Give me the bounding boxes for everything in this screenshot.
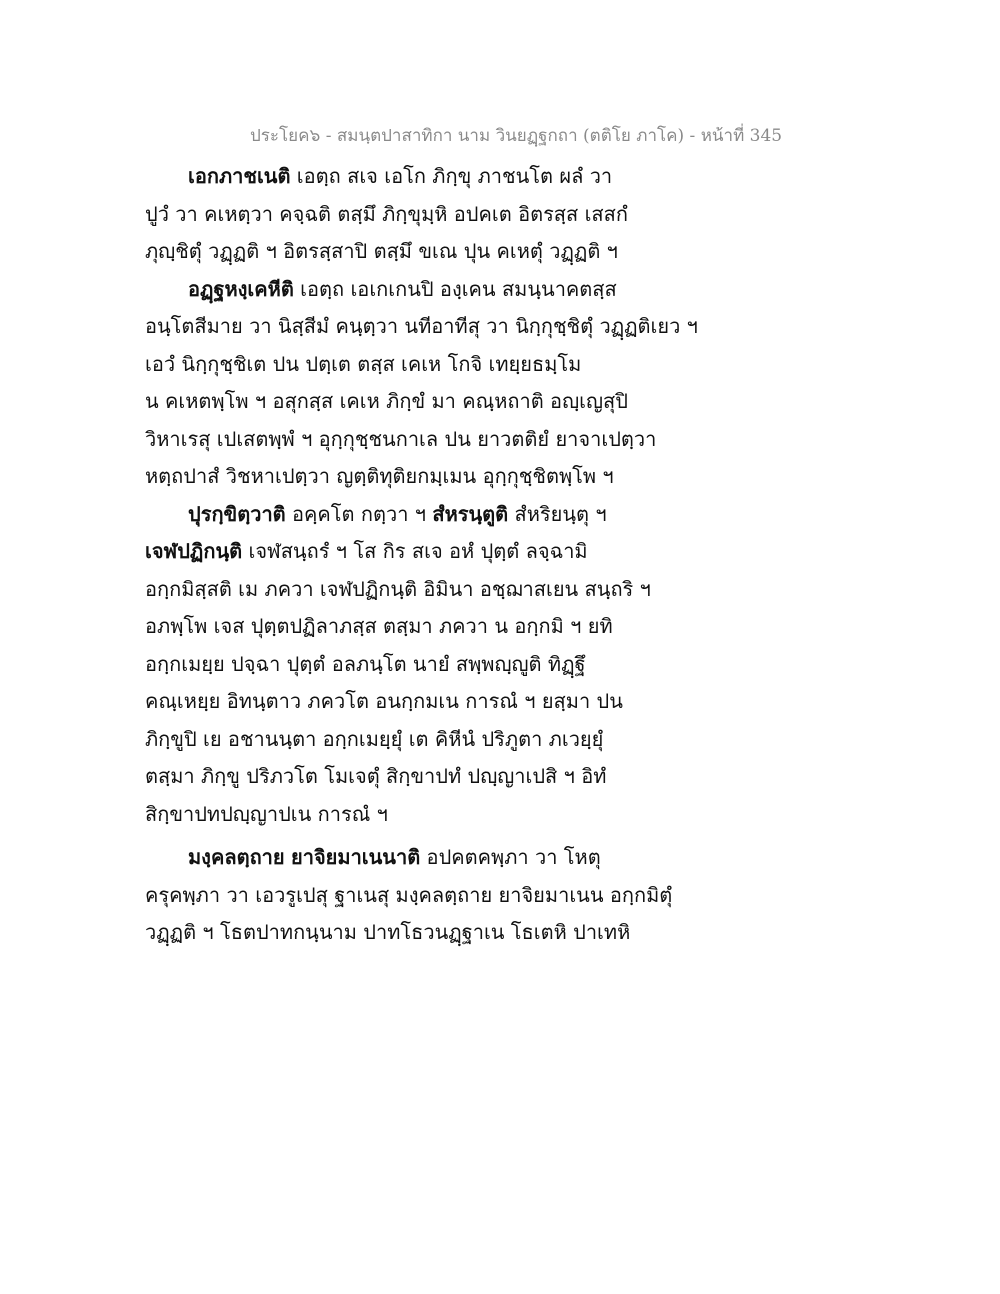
text-line [145, 308, 698, 346]
headword: เจฬปฏิกนฺติ [145, 539, 243, 563]
text-segment: อภพฺโพ เจส ปุตฺตปฏิลาภสฺส ตสฺมา ภควา น อกฺกมิ ฯ ยทิ [145, 614, 613, 638]
headword: อฏฺฐหงฺเคหีติ [188, 276, 294, 301]
text-segment: ครุคพฺภา วา เอวรูเปสุ ฐาเนสุ มงฺคลตฺถาย ยาจิยมาเนน อกฺกมิตุํ [145, 882, 673, 907]
headword: สํหรนฺตูติ [432, 501, 509, 526]
text-segment: เอตฺถ สเจ เอโก ภิกฺขุ ภาชนโต ผลํ วา [290, 164, 613, 188]
text-line [145, 346, 665, 384]
text-line [145, 271, 665, 309]
text-line [145, 571, 665, 609]
text-segment: อคฺคโต กตฺวา ฯ [285, 501, 433, 526]
text-segment: ตสฺมา ภิกฺขู ปริภวโต โมเจตุํ สิกฺขาปทํ ปญฺญาเปสิ ฯ อิทํ [145, 764, 607, 788]
text-segment: อกฺกเมยฺย ปจฺฉา ปุตฺตํ อลภนฺโต นายํ สพฺพญฺญูติ ทิฏฺฐึ [145, 651, 586, 676]
text-segment: น คเหตพฺโพ ฯ อสุกสฺส เคเห ภิกฺขํ มา คณฺหถาติ อญฺเญสุปิ [145, 389, 628, 413]
text-line [145, 758, 665, 796]
text-segment: เอวํ นิกฺกุชฺชิเต ปน ปตฺเต ตสฺส เคเห โกจิ เทยฺยธมฺโม [145, 351, 582, 376]
text-segment: อกฺกมิสฺสติ เม ภควา เจฬปฏิกนฺติ อิมินา อชฺฌาสเยน สนฺถริ ฯ [145, 576, 651, 601]
text-line [145, 683, 665, 721]
text-segment: หตฺถปาสํ วิชหาเปตฺวา ญตฺติทุติยกมฺเมน อุกฺกุชฺชิตพฺโพ ฯ [145, 464, 614, 488]
text-line [145, 233, 665, 271]
headword: มงฺคลตฺถาย [188, 845, 285, 869]
text-line [145, 421, 665, 459]
text-line [145, 796, 665, 834]
text-segment: ภุญฺชิตุํ วฏฺฏติ ฯ อิตรสฺสาปิ ตสฺมึ ขเณ ปุน คเหตุํ วฏฺฏติ ฯ [145, 239, 618, 263]
text-line [145, 608, 665, 646]
text-segment: วิหาเรสุ เปเสตพฺพํ ฯ อุกฺกุชฺชนกาเล ปน ยาวตติยํ ยาจาเปตฺวา [145, 426, 657, 451]
text-line [145, 839, 665, 877]
text-line [145, 646, 665, 684]
text-segment: วฏฺฏติ ฯ โธตปาทกนฺนาม ปาทโธวนฏฺฐาเน โธเตหิ ปาเทหิ [145, 920, 631, 944]
text-line [145, 458, 665, 496]
text-segment: อปคตคพฺภา วา โหตุ [420, 845, 601, 869]
text-segment: คณฺเหยฺย อิทนฺตาว ภควโต อนกฺกมเน การณํ ฯ ยสฺมา ปน [145, 689, 623, 713]
text-segment: สํหริยนฺตุ ฯ [508, 501, 607, 526]
text-line [145, 383, 665, 421]
body-text [145, 158, 698, 952]
text-line [145, 721, 665, 759]
text-segment: สิกฺขาปทปญฺญาปเน การณํ ฯ [145, 801, 388, 826]
text-line [145, 914, 665, 952]
headword: เอกภาชเนติ [188, 164, 291, 188]
text-segment: ภิกฺขูปิ เย อชานนฺตา อกฺกเมยฺยุํ เต คิหีนํ ปริภูตา ภเวยฺยุํ [145, 726, 604, 751]
running-header: ประโยค๖ - สมนฺตปาสาทิกา นาม วินยฏฺฐกถา (ตติโย ภาโค) - หน้าที่ 345 [250, 126, 783, 146]
headword: ยาจิยมาเนนาติ [291, 845, 421, 869]
text-segment: เอตฺถ เอเกเกนปิ องฺเคน สมนฺนาคตสฺส [293, 276, 617, 301]
text-line [145, 196, 665, 234]
text-line [145, 533, 665, 571]
text-line [145, 877, 673, 915]
text-segment: เจฬสนฺถรํ ฯ โส กิร สเจ อหํ ปุตฺตํ ลจฺฉามิ [242, 539, 588, 563]
text-segment: ปูวํ วา คเหตฺวา คจฺฉติ ตสฺมึ ภิกฺขุมฺหิ อปคเต อิตรสฺส เสสกํ [145, 201, 628, 226]
text-line [145, 158, 665, 196]
headword: ปุรกฺขิตฺวาติ [188, 501, 286, 526]
text-segment: อนฺโตสีมาย วา นิสฺสีมํ คนฺตฺวา นทีอาทีสุ วา นิกฺกุชฺชิตุํ วฏฺฏติเยว ฯ [145, 314, 698, 338]
text-line [145, 496, 665, 534]
